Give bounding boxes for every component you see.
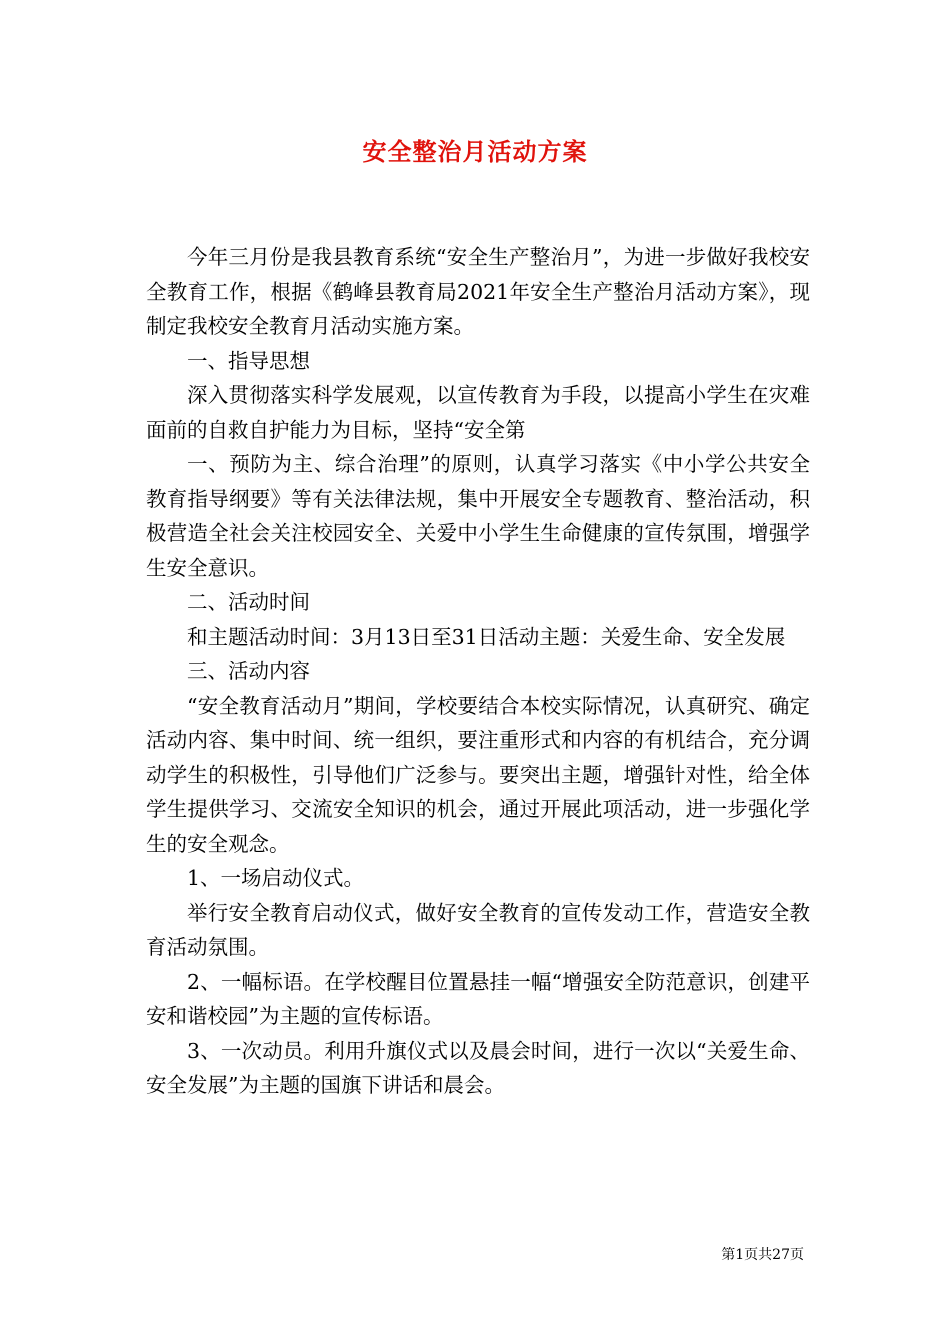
paragraph-activity-content: “安全教育活动月”期间，学校要结合本校实际情况，认真研究、确定活动内容、集中时间、统一组织，要注重形式和内容的有机结合，充分调动学生的积极性，引导他们广泛参与。要突出主题，增强针对性，给全体学生提供学习、交流安全知识的机会，通过开展此项活动，进一步强化学生的安全观念。 [146, 693, 810, 856]
document-title: 安全整治月活动方案 [362, 137, 588, 166]
heading-activity-time: 二、活动时间 [187, 590, 310, 614]
paragraph-activity-time: 和主题活动时间：3月13日至31日活动主题：关爱生命、安全发展 [187, 624, 786, 649]
page-number: 第1页共27页 [721, 1247, 804, 1263]
heading-guiding-ideology: 一、指导思想 [187, 348, 310, 373]
item-launch-ceremony: 1、一场启动仪式。 [187, 866, 365, 890]
paragraph-guiding-ideology: 深入贯彻落实科学发展观，以宣传教育为手段，以提高小学生在灾难面前的自救自护能力为目标，坚持“安全第 [146, 383, 810, 442]
paragraph-launch-ceremony: 举行安全教育启动仪式，做好安全教育的宣传发动工作，营造安全教育活动氛围。 [146, 900, 810, 959]
paragraph-intro: 今年三月份是我县教育系统“安全生产整治月”，为进一步做好我校安全教育工作，根据《鹤峰县教育局2021年安全生产整治月活动方案》，现制定我校安全教育月活动实施方案。 [146, 245, 810, 338]
item-slogan: 2、一幅标语。在学校醒目位置悬挂一幅“增强安全防范意识，创建平安和谐校园”为主题的宣传标语。 [146, 969, 810, 1028]
paragraph-principle: 一、预防为主、综合治理”的原则，认真学习落实《中小学公共安全教育指导纲要》等有关法律法规，集中开展安全专题教育、整治活动，积极营造全社会关注校园安全、关爱中小学生生命健康的宣传氛围，增强学生安全意识。 [146, 452, 810, 580]
item-mobilization: 3、一次动员。利用升旗仪式以及晨会时间，进行一次以“关爱生命、安全发展”为主题的国旗下讲话和晨会。 [146, 1038, 810, 1097]
heading-activity-content: 三、活动内容 [187, 659, 310, 683]
document-body [146, 240, 810, 1103]
